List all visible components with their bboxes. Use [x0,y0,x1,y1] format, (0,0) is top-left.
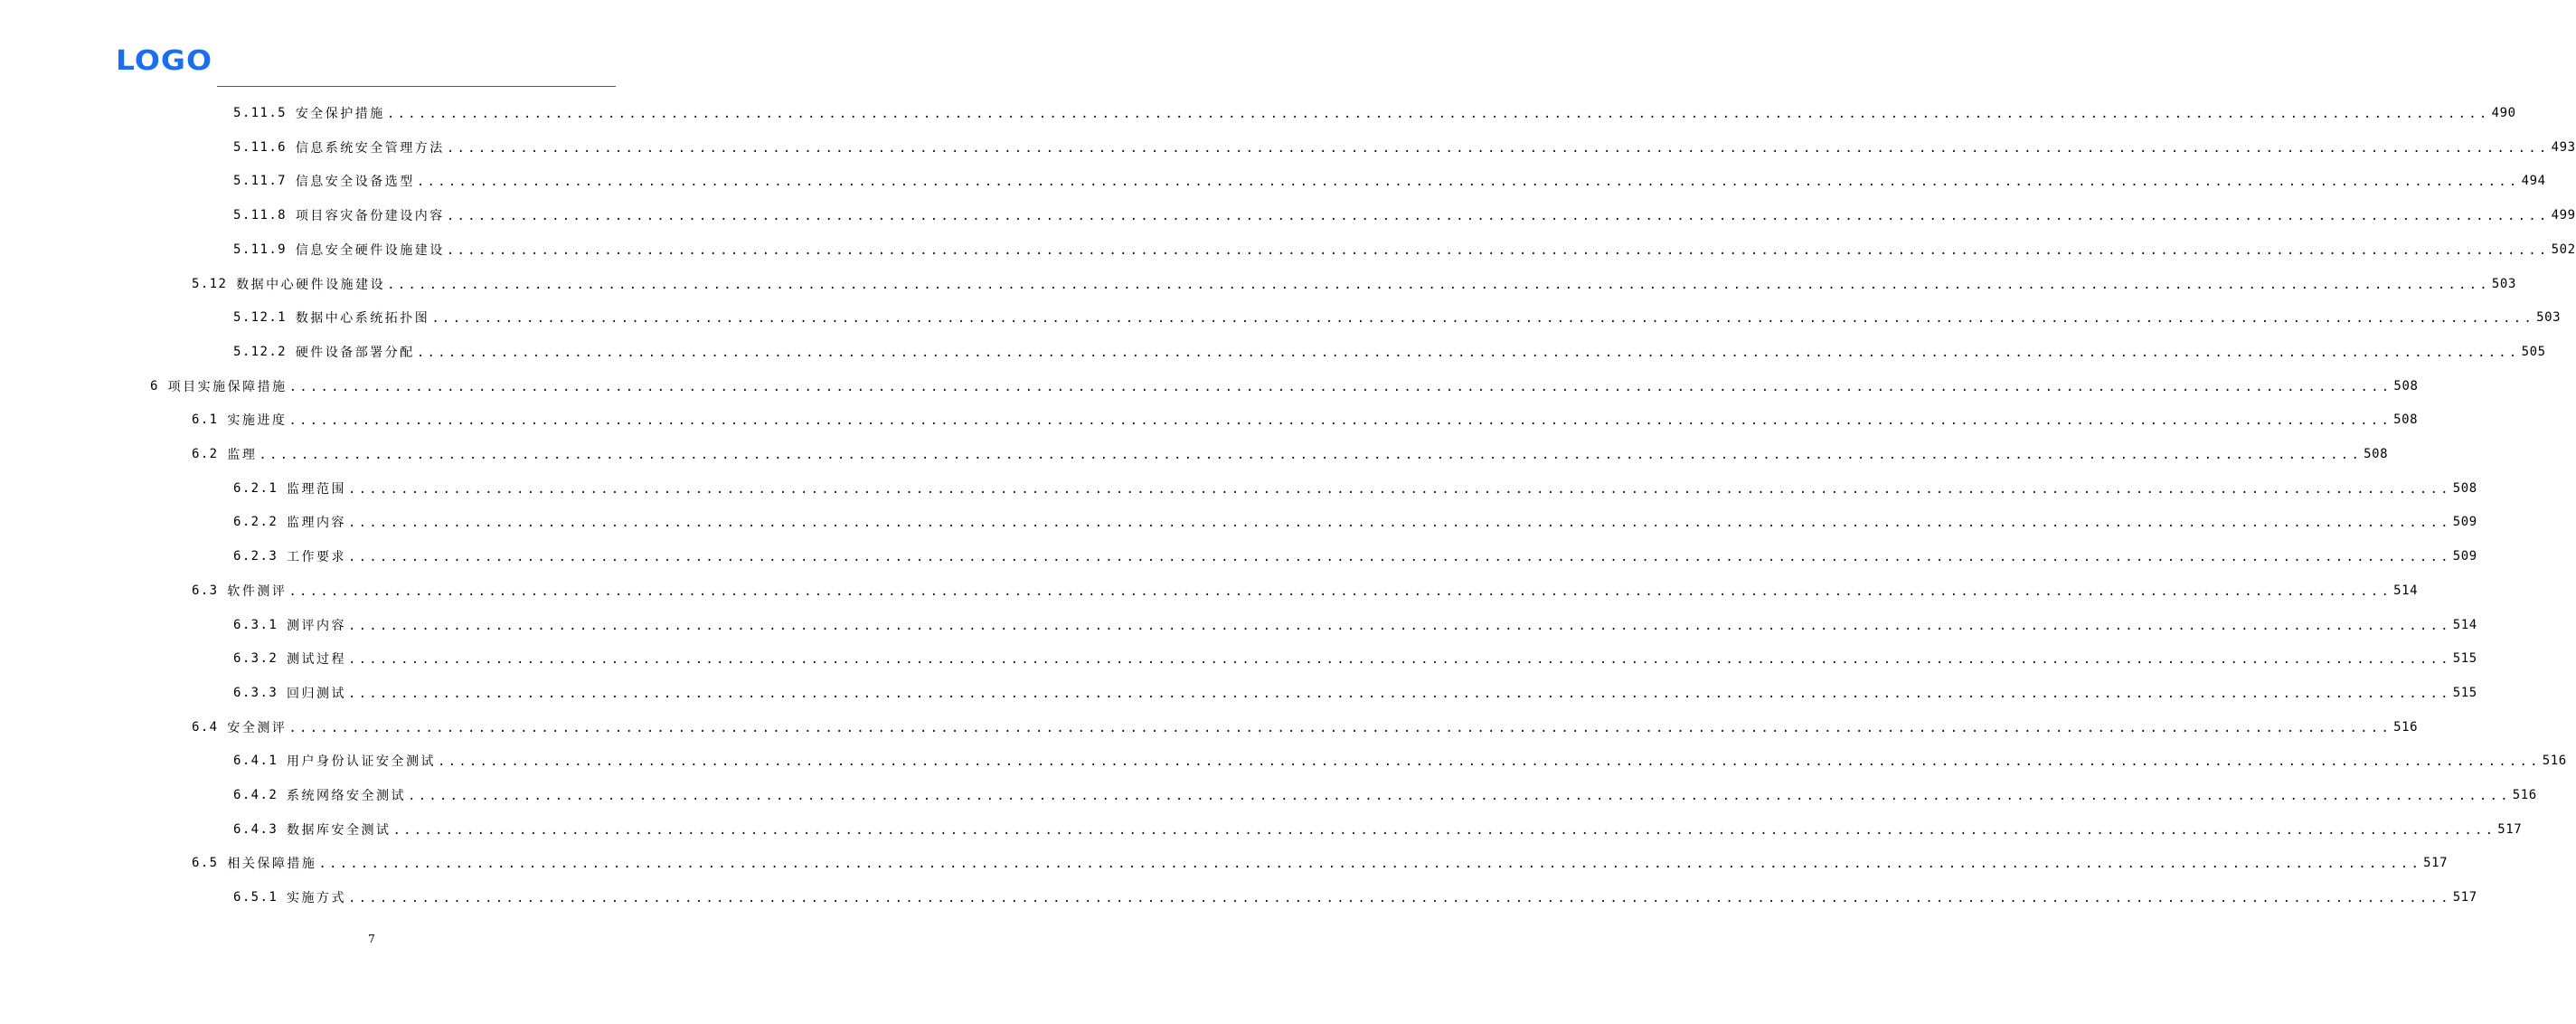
toc-entry-page: 517 [2452,890,2477,905]
toc-entry-title: 系统网络安全测试 [286,789,406,803]
toc-entry-title: 监理 [227,448,258,462]
toc-entry-title: 数据中心系统拓扑图 [295,311,430,327]
toc-entry-title: 信息安全硬件设施建设 [295,242,445,258]
toc-entry-number: 6 [150,378,168,393]
dot-leader: ........................................................................................................................................................................................................ [347,618,2451,633]
toc-entry-title: 安全保护措施 [295,107,385,121]
toc-entry-title: 实施方式 [286,891,346,906]
toc-entry-page: 505 [2521,344,2546,359]
toc-entry-number: 6.2.3 [233,549,287,564]
toc-entry-number: 5.11.5 [233,106,296,120]
toc-entry-title: 监理内容 [286,516,346,531]
toc-entry[interactable] [192,852,2449,874]
dot-leader: ........................................................................................................................................................................................................ [288,413,2392,429]
toc-entry[interactable] [192,409,2419,431]
toc-entry[interactable] [233,784,2537,806]
toc-entry[interactable] [233,478,2477,499]
dot-leader: ........................................................................................................................................................................................................ [431,311,2535,327]
dot-leader: ........................................................................................................................................................................................................ [446,140,2550,156]
toc-entry-number: 5.11.7 [233,174,296,189]
dot-leader: ........................................................................................................................................................................................................ [437,754,2541,770]
toc-entry-title: 测评内容 [286,618,346,633]
toc-entry-number: 6.4.3 [233,821,287,837]
toc-entry-number: 6.1 [192,412,228,428]
toc-entry[interactable] [233,614,2477,636]
toc-entry-number: 5.12.1 [233,310,296,326]
toc-entry-page: 503 [2491,276,2516,291]
toc-entry-title: 实施进度 [227,413,288,429]
dot-leader: ........................................................................................................................................................................................................ [446,209,2550,224]
toc-entry[interactable] [150,375,2419,397]
dot-leader: ........................................................................................................................................................................................................ [347,516,2451,531]
dot-leader: ........................................................................................................................................................................................................ [416,175,2520,190]
dot-leader: ........................................................................................................................................................................................................ [347,891,2451,906]
toc-entry-page: 516 [2393,719,2419,735]
toc-entry-page: 494 [2521,174,2546,189]
toc-entry[interactable] [192,273,2516,295]
toc-entry-title: 安全测评 [227,720,288,735]
toc-entry-number: 5.11.8 [233,208,296,223]
toc-entry-page: 508 [2393,378,2419,393]
dot-leader: ........................................................................................................................................................................................................ [416,345,2520,360]
toc-entry-page: 490 [2491,106,2516,120]
toc-entry-title: 监理范围 [286,481,346,497]
toc-entry-page: 515 [2452,685,2477,700]
toc-entry-title: 用户身份认证安全测试 [286,754,436,770]
toc-entry-page: 508 [2452,480,2477,496]
toc-entry-title: 软件测评 [227,583,288,599]
toc-entry[interactable] [233,137,2576,158]
dot-leader: ........................................................................................................................................................................................................ [288,379,2392,394]
dot-leader: ........................................................................................................................................................................................................ [407,789,2511,803]
toc-entry-number: 5.11.6 [233,139,296,155]
dot-leader: ........................................................................................................................................................................................................ [259,448,2363,462]
toc-entry-page: 517 [2423,856,2449,871]
toc-entry[interactable] [233,102,2516,124]
dot-leader: ........................................................................................................................................................................................................ [347,550,2451,565]
dot-leader: ........................................................................................................................................................................................................ [318,857,2422,872]
dot-leader: ........................................................................................................................................................................................................ [347,481,2451,497]
toc-entry-title: 信息系统安全管理方法 [295,140,445,156]
toc-entry[interactable] [233,819,2523,840]
header-rule [217,86,616,87]
toc-entry-page: 509 [2452,549,2477,564]
toc-entry-page: 514 [2393,583,2419,598]
toc-entry-page: 508 [2364,447,2389,461]
page-number: 7 [368,933,375,945]
toc-entry-page: 516 [2512,788,2537,802]
toc-entry[interactable] [233,204,2576,226]
dot-leader: ........................................................................................................................................................................................................ [347,652,2451,668]
toc-entry-number: 6.3 [192,583,228,598]
toc-entry-number: 5.12.2 [233,344,296,359]
toc-entry-number: 6.2.2 [233,515,287,530]
toc-entry[interactable] [233,341,2546,363]
toc-entry-page: 508 [2393,412,2419,428]
toc-entry-title: 相关保障措施 [227,857,317,872]
toc-entry-number: 6.3.3 [233,685,287,700]
toc-entry-number: 6.4.1 [233,754,287,769]
toc-entry-number: 5.11.9 [233,242,296,257]
toc-entry-title: 数据中心硬件设施建设 [236,277,386,292]
toc-entry-page: 493 [2551,139,2576,155]
toc-entry[interactable] [233,750,2567,772]
toc-entry-page: 509 [2452,515,2477,530]
toc-entry-title: 测试过程 [286,652,346,668]
toc-entry[interactable] [233,682,2477,704]
toc-entry-number: 6.4.2 [233,788,287,802]
toc-entry[interactable] [233,511,2477,533]
toc-entry-number: 6.4 [192,719,228,735]
dot-leader: ........................................................................................................................................................................................................ [386,107,2490,121]
toc-entry-page: 514 [2452,617,2477,632]
toc-entry-page: 502 [2551,242,2576,257]
dot-leader: ........................................................................................................................................................................................................ [392,822,2496,838]
toc-entry[interactable] [233,307,2562,328]
toc-entry-title: 回归测试 [286,686,346,701]
toc-entry-title: 工作要求 [286,550,346,565]
dot-leader: ........................................................................................................................................................................................................ [288,583,2392,599]
toc-entry[interactable] [192,580,2419,602]
toc-entry-number: 6.5.1 [233,890,287,905]
toc-entry-number: 6.3.1 [233,617,287,632]
dot-leader: ........................................................................................................................................................................................................ [347,686,2451,701]
toc-entry-title: 项目容灾备份建设内容 [295,209,445,224]
toc-entry[interactable] [192,716,2419,738]
toc-entry[interactable] [233,648,2477,669]
toc-entry[interactable] [233,170,2546,192]
toc-entry-number: 5.12 [192,276,237,291]
toc-entry-page: 516 [2542,754,2567,769]
toc-entry-number: 6.2.1 [233,480,287,496]
dot-leader: ........................................................................................................................................................................................................ [387,277,2490,292]
toc-entry-page: 503 [2536,310,2562,326]
toc-entry-page: 515 [2452,651,2477,667]
logo: LOGO [116,43,213,77]
toc-entry-title: 数据库安全测试 [286,822,392,838]
toc-entry[interactable] [233,887,2477,908]
toc-entry-number: 6.5 [192,856,228,871]
toc-entry-title: 硬件设备部署分配 [295,345,415,360]
toc-entry-page: 499 [2551,208,2576,223]
dot-leader: ........................................................................................................................................................................................................ [446,242,2550,258]
toc-entry-title: 信息安全设备选型 [295,175,415,190]
dot-leader: ........................................................................................................................................................................................................ [288,720,2392,735]
toc-entry[interactable] [233,545,2477,567]
toc-entry-number: 6.3.2 [233,651,287,667]
toc-entry-title: 项目实施保障措施 [167,379,288,394]
toc-entry-page: 517 [2497,821,2523,837]
toc-entry[interactable] [192,443,2389,465]
toc-entry[interactable] [233,239,2576,261]
toc-entry-number: 6.2 [192,447,228,461]
